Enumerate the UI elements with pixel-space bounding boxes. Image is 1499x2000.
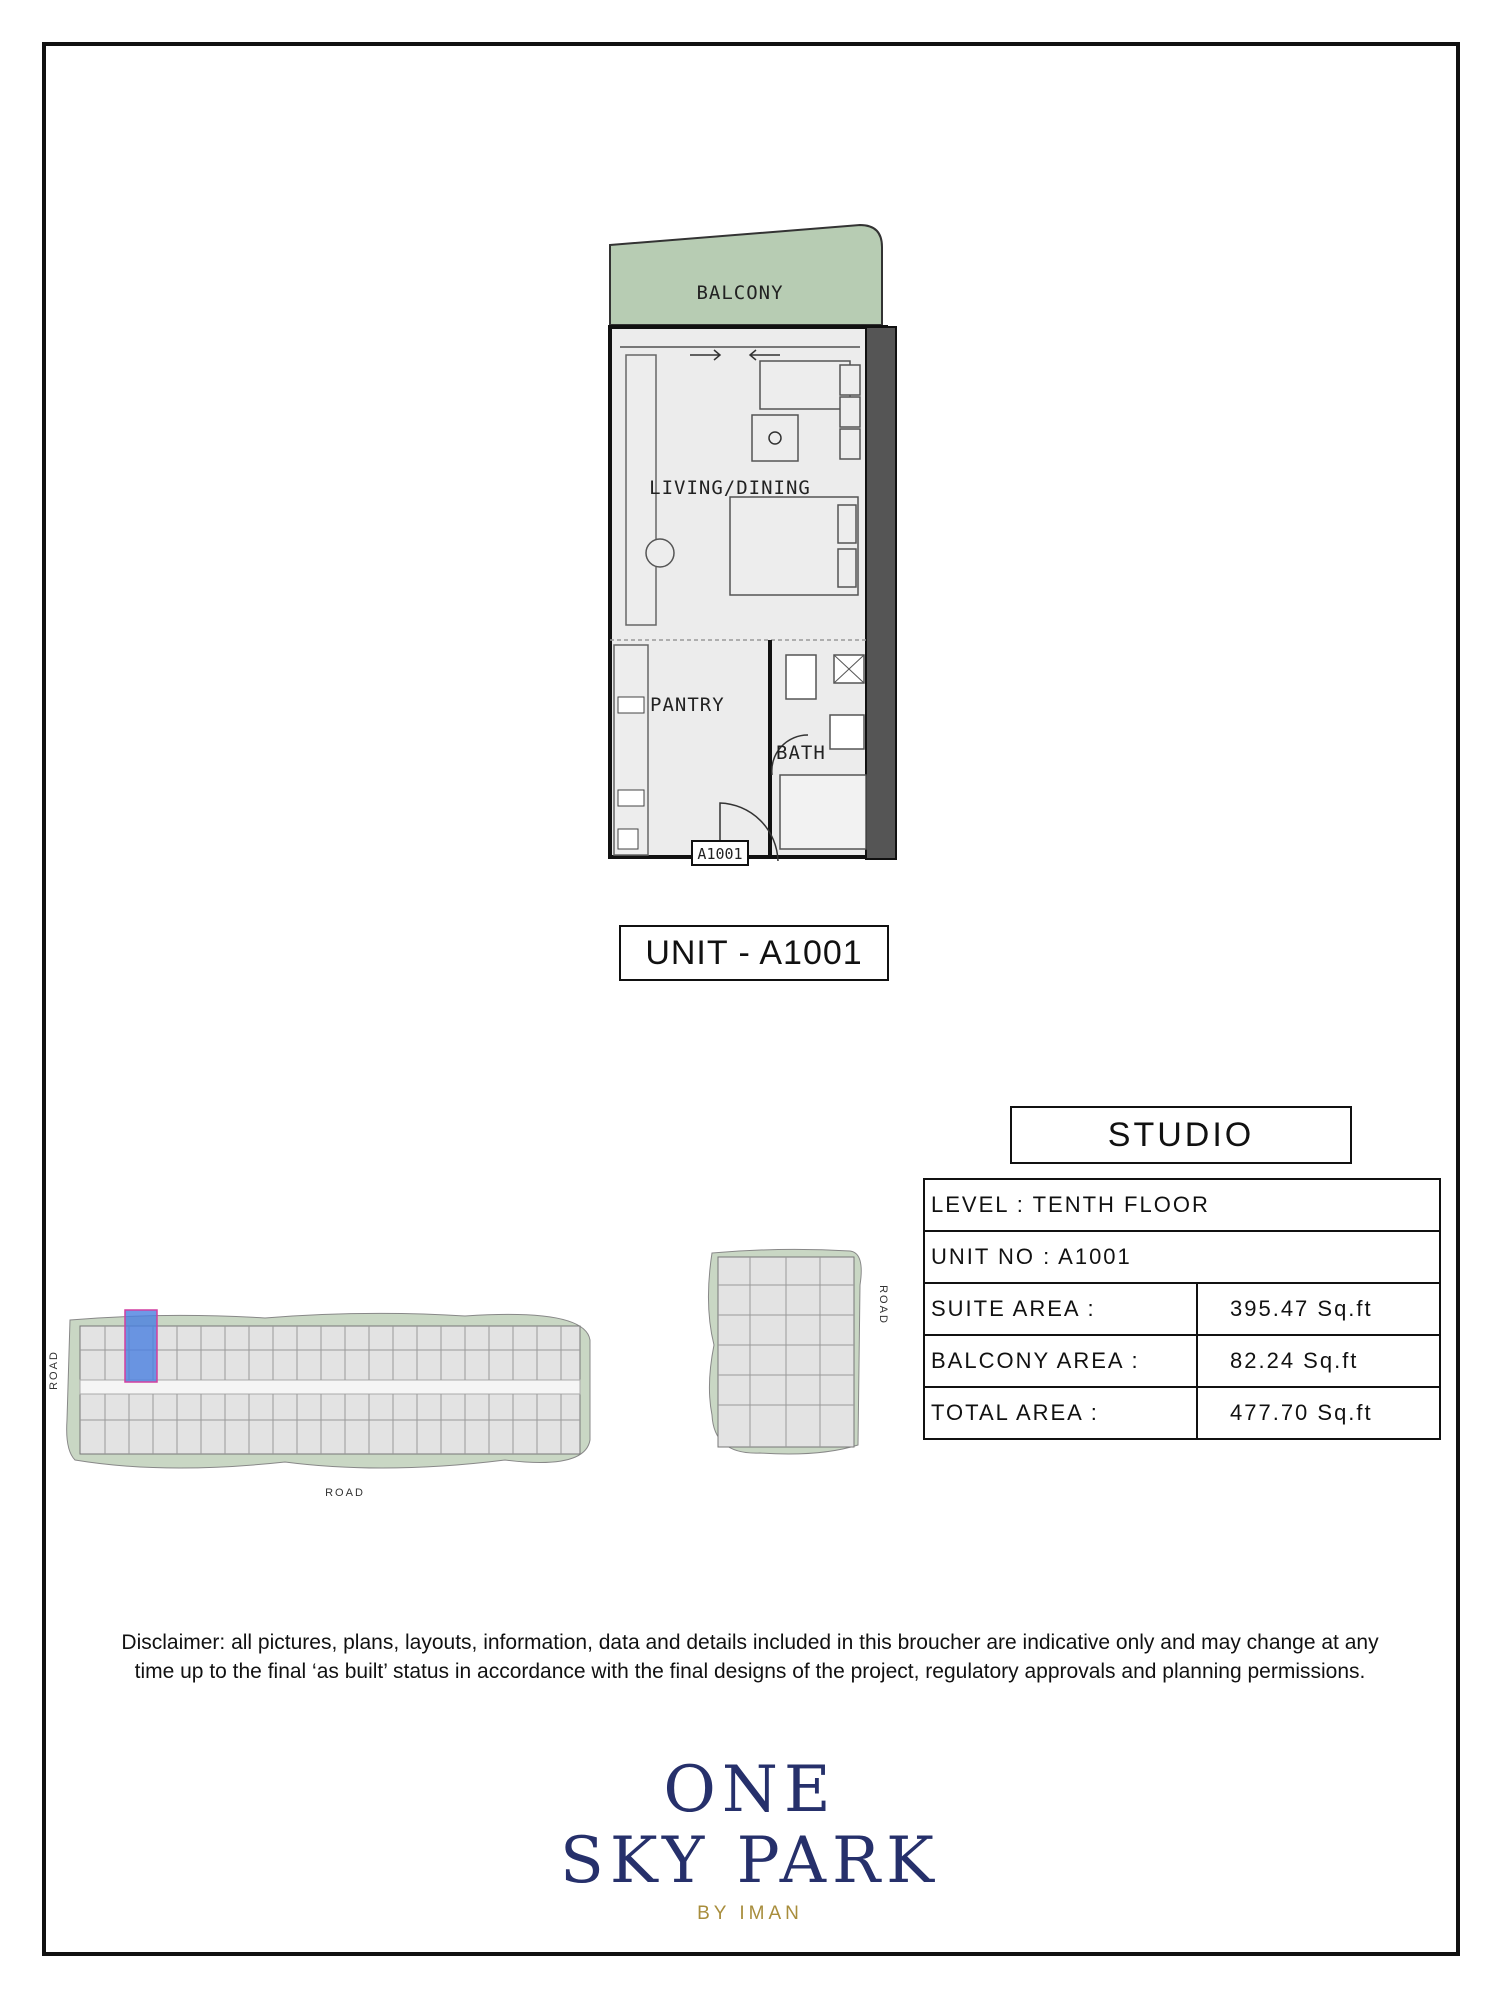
logo-line-one: ONE <box>663 1753 837 1827</box>
unit-title: UNIT - A1001 <box>619 925 889 981</box>
spec-row-suite <box>924 1283 1440 1335</box>
key-plan-block-a <box>45 1300 605 1500</box>
highlighted-unit <box>125 1310 157 1382</box>
toilet <box>786 655 816 699</box>
pantry-counter <box>614 645 648 855</box>
unit-no-cell: UNIT NO : A1001 <box>924 1231 1440 1283</box>
spec-row-level <box>924 1179 1440 1231</box>
logo-line-by-iman: BY IMAN <box>697 1903 803 1924</box>
spec-value: 395.47 Sq.ft <box>1197 1283 1440 1335</box>
balcony-area <box>610 225 882 325</box>
spec-value: 82.24 Sq.ft <box>1197 1335 1440 1387</box>
spec-label: SUITE AREA : <box>924 1283 1197 1335</box>
logo-line-sky-park: SKY PARK <box>560 1824 940 1898</box>
room-label-living: LIVING/DINING <box>649 477 811 499</box>
room-label-pantry: PANTRY <box>650 694 725 716</box>
room-label-balcony: BALCONY <box>696 282 784 304</box>
unit-floor-plan <box>590 215 910 875</box>
spec-label: TOTAL AREA : <box>924 1387 1197 1439</box>
spec-row-unit <box>924 1231 1440 1283</box>
spec-row-balcony <box>924 1335 1440 1387</box>
area-specs-table <box>923 1178 1441 1440</box>
road-label-right: ROAD <box>877 1285 889 1325</box>
coffee-table <box>752 415 798 461</box>
spec-value: 477.70 Sq.ft <box>1197 1387 1440 1439</box>
disclaimer-text: Disclaimer: all pictures, plans, layouts, information, data and details included in this broucher are indicative only and may change at any time up to the final ‘as built’ status in accordance with the final designs of the project, regulatory approvals and planning permissions. <box>121 1631 1379 1683</box>
road-label-bottom: ROAD <box>325 1487 365 1499</box>
spec-row-total <box>924 1387 1440 1439</box>
unit-type: STUDIO <box>1010 1106 1352 1164</box>
sink <box>830 715 864 749</box>
sofa <box>760 361 850 409</box>
key-plan-block-b <box>700 1245 900 1465</box>
brand-logo <box>500 1755 1000 1925</box>
spec-label: BALCONY AREA : <box>924 1335 1197 1387</box>
facade-wall <box>866 327 896 859</box>
room-label-bath: BATH <box>776 742 826 764</box>
door-tag: A1001 <box>697 845 743 863</box>
dining-table <box>646 539 674 567</box>
level-cell: LEVEL : TENTH FLOOR <box>924 1179 1440 1231</box>
road-label-left: ROAD <box>48 1350 60 1390</box>
